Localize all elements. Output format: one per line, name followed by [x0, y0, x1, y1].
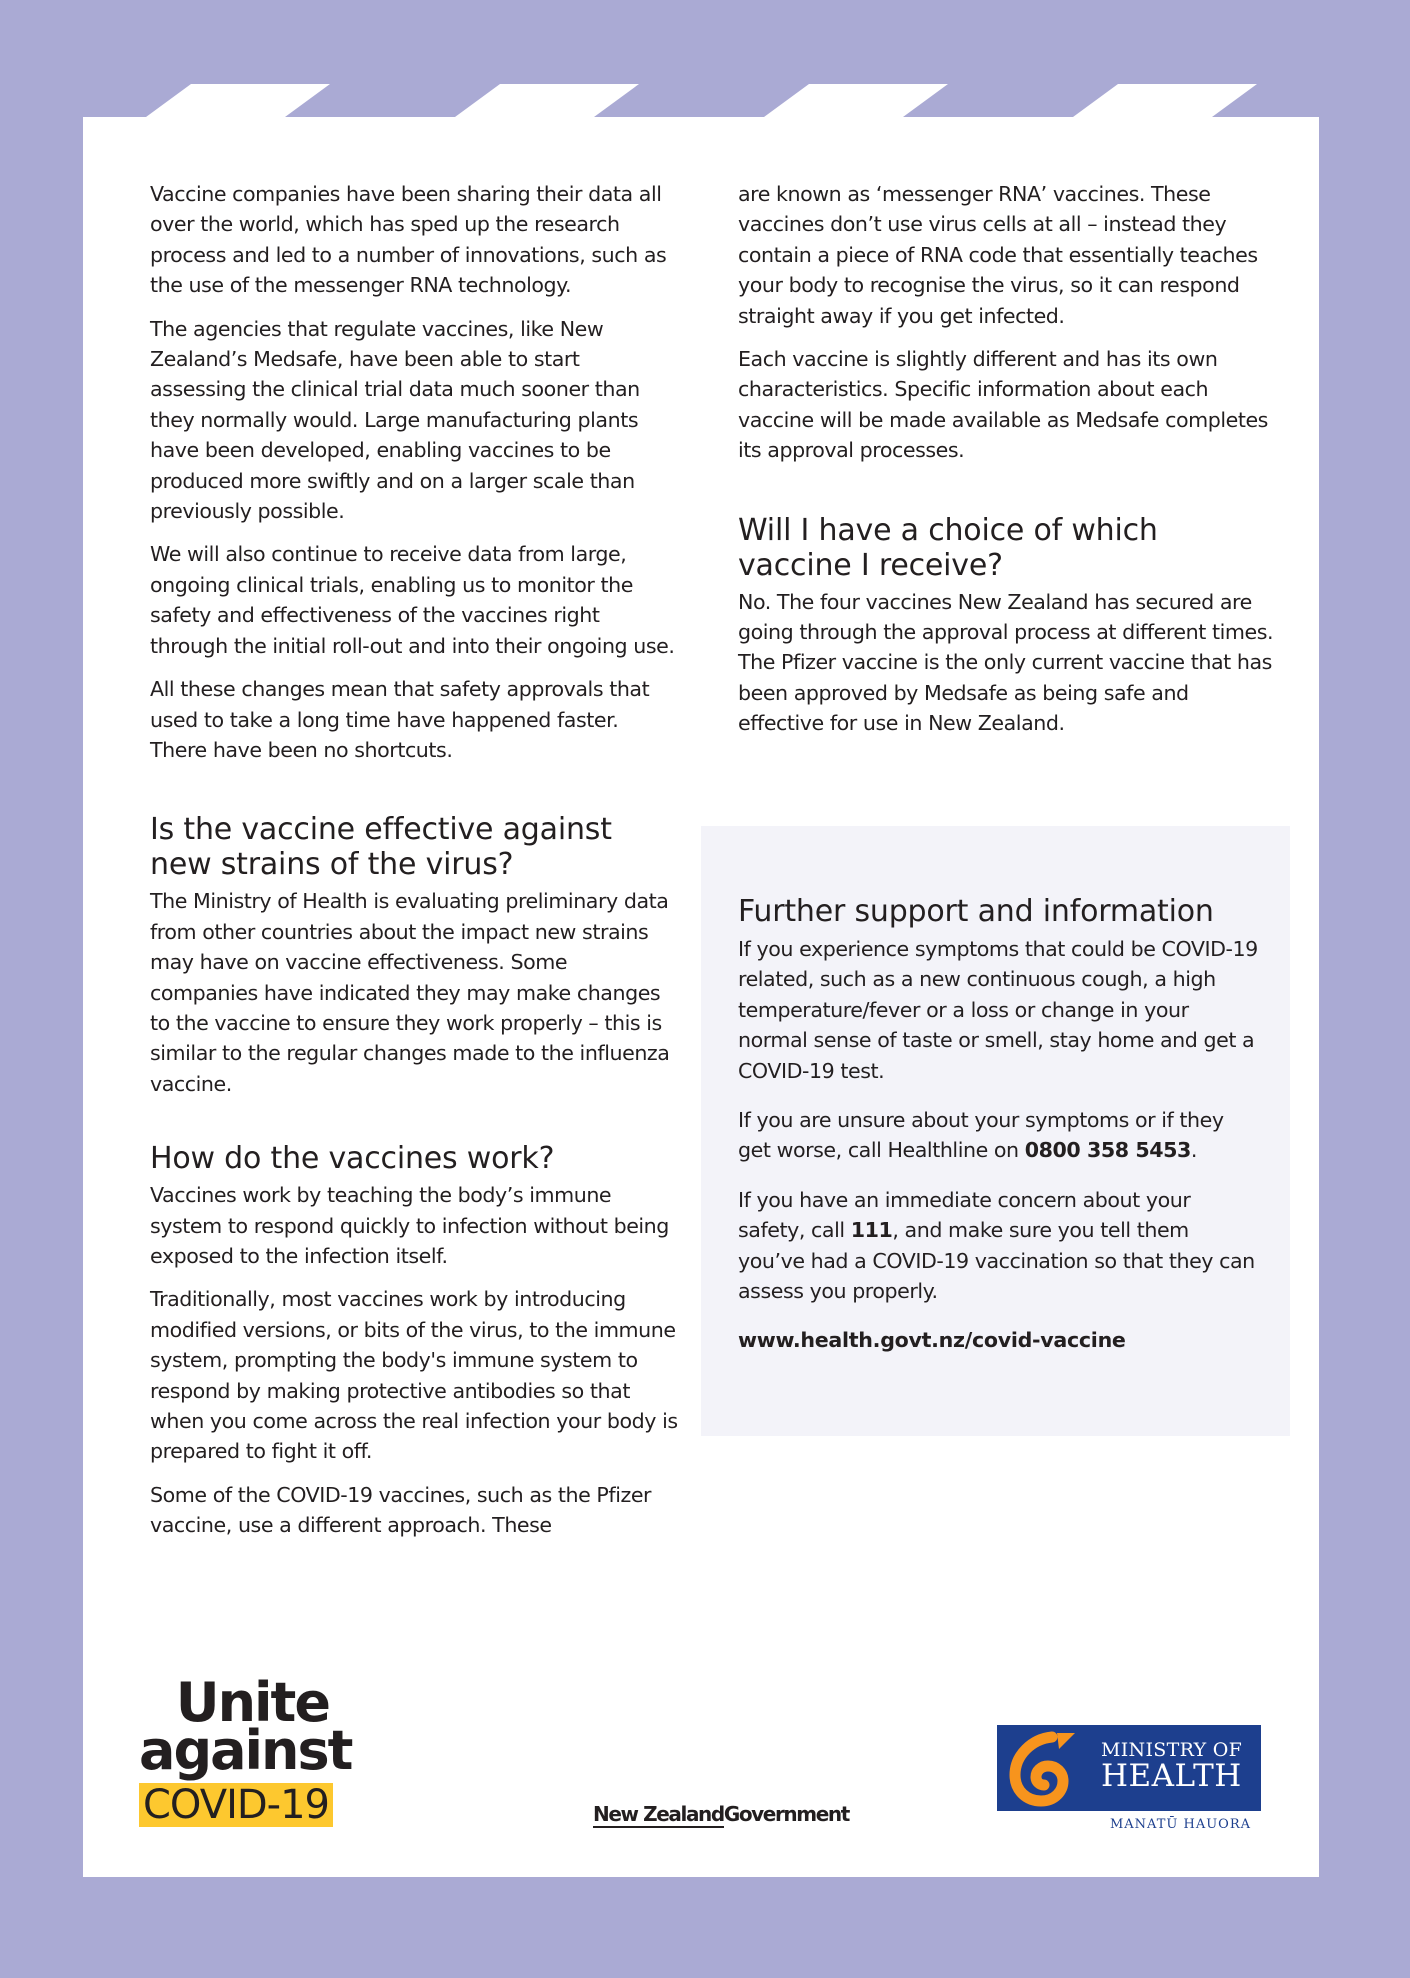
covid-vaccine-link[interactable]: www.health.govt.nz/covid-vaccine	[738, 1328, 1126, 1353]
support-panel	[701, 826, 1290, 1436]
heading-further-support: Further support and information	[738, 894, 1214, 929]
heading-new-strains: Is the vaccine effective against new strains of the virus?	[150, 812, 612, 883]
paragraph: If you experience symptoms that could be COVID-19 related, such as a new continuous cough, a high temperature/fever or a loss or change in your normal sense of taste or smell, stay home and get a COVID-19 test.	[738, 937, 1258, 1083]
paragraph: Each vaccine is slightly different and has its own characteristics. Specific information about each vaccine will be made available as Medsafe completes its approval processes.	[738, 347, 1268, 463]
nz-government-logo: New ZealandGovernment	[593, 1802, 849, 1826]
left-column	[150, 179, 680, 1554]
paragraph: The agencies that regulate vaccines, like New Zealand’s Medsafe, have been able to start assessing the clinical trial data much sooner than they normally would. Large manufacturing plants have been developed, enabling vaccines to be produced more swiftly and on a larger scale than previously possible.	[150, 316, 640, 524]
paragraph: We will also continue to receive data from large, ongoing clinical trials, enabling us to monitor the safety and effectiveness of the vaccines right through the initial roll-out and into their ongoing use.	[150, 542, 675, 658]
paragraph: Traditionally, most vaccines work by introducing modified versions, or bits of the virus, to the immune system, prompting the body's immune system to respond by making protective antibodies so that when you come across the real infection your body is prepared to fight it off.	[150, 1287, 678, 1464]
paragraph: are known as ‘messenger RNA’ vaccines. These vaccines don’t use virus cells at all – instead they contain a piece of RNA code that essentially teaches your body to recognise the virus, so it can respond straight away if you get infected.	[738, 182, 1258, 328]
emergency-number: 111	[850, 1218, 893, 1243]
healthline-phone: 0800 358 5453	[1024, 1138, 1191, 1163]
koru-icon	[997, 1725, 1101, 1811]
page-sheet	[83, 117, 1319, 1877]
paragraph: All these changes mean that safety approvals that used to take a long time have happened faster. There have been no shortcuts.	[150, 677, 650, 762]
paragraph-healthline: If you are unsure about your symptoms or if they get worse, call Healthline on 0800 358 5453.	[738, 1108, 1224, 1163]
paragraph: No. The four vaccines New Zealand has secured are going through the approval process at different times. The Pfizer vaccine is the only current vaccine that has been approved by Medsafe as being safe and effective for use in New Zealand.	[738, 589, 1274, 736]
heading-vaccine-choice: Will I have a choice of which vaccine I receive?	[738, 512, 1158, 583]
decorative-tab-edge	[0, 0, 1410, 120]
paragraph: Vaccine companies have been sharing their data all over the world, which has sped up the research process and led to a number of innovations, such as the use of the messenger RNA technology.	[150, 182, 667, 298]
paragraph: Some of the COVID-19 vaccines, such as the Pfizer vaccine, use a different approach. These	[150, 1482, 652, 1538]
right-column	[738, 179, 1278, 752]
paragraph: The Ministry of Health is evaluating preliminary data from other countries about the impact new strains may have on vaccine effectiveness. Some companies have indicated they may make changes to the vaccine to ensure they work properly – this is similar to the regular changes made to the influenza vaccine.	[150, 889, 670, 1096]
paragraph-emergency: If you have an immediate concern about your safety, call 111, and make sure you tell them you’ve had a COVID-19 vaccination so that they can assess you properly.	[738, 1187, 1255, 1304]
paragraph: Vaccines work by teaching the body’s immune system to respond quickly to infection without being exposed to the infection itself.	[150, 1183, 669, 1268]
ministry-of-health-logo: MINISTRY OF HEALTH MANATŪ HAUORA	[997, 1725, 1261, 1832]
heading-how-vaccines-work: How do the vaccines work?	[150, 1141, 555, 1177]
unite-against-covid-logo: Unite against COVID-19	[139, 1671, 352, 1828]
